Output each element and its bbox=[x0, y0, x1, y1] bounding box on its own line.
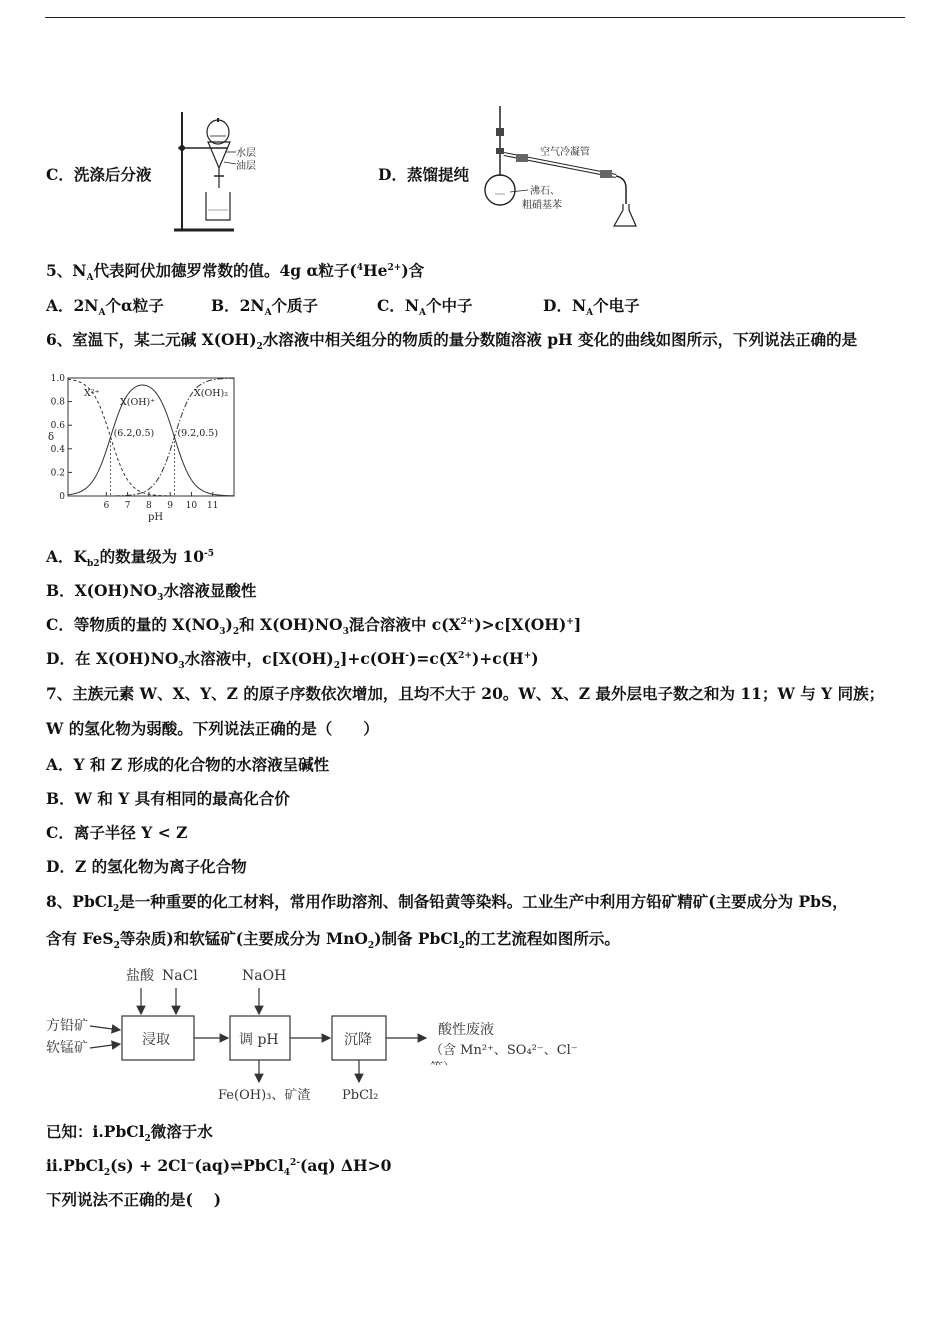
y-tick-label: 0 bbox=[59, 492, 65, 502]
q6-option-a: A．$K_{b2}$的数量级为 $10^{-5}$ bbox=[46, 547, 215, 570]
q7-option-a: A．Y 和 Z 形成的化合物的水溶液呈碱性 bbox=[46, 755, 330, 774]
q4-option-c: C．洗涤后分液 bbox=[46, 165, 152, 184]
y-axis-label: δ bbox=[48, 432, 55, 443]
speciation-chart bbox=[44, 368, 244, 526]
q6-option-c: C．等物质的量的 $X(NO_3)_2$和 $X(OH)NO_3$混合溶液中 $c(X^{2+})>c[X(OH)^+]$ bbox=[46, 615, 582, 638]
q8-stem-line1: 8、PbCl$_2$是一种重要的化工材料，常用作助溶剂、制备铅黄等染料。工业生产中利用方铅矿精矿(主要成分为 PbS， bbox=[46, 892, 848, 915]
q5-option-b: B．$2N_A$个质子 bbox=[211, 296, 319, 319]
output-acid-waste-cut: 等） bbox=[430, 1061, 457, 1076]
x-axis-label: pH bbox=[148, 512, 164, 523]
reagent-hcl: 盐酸 bbox=[126, 968, 154, 984]
output-residue: Fe(OH)₃、矿渣 bbox=[218, 1088, 311, 1103]
reagent-nacl: NaCl bbox=[162, 968, 198, 984]
q8-known-ii: ii.PbCl$_2$(s) + 2Cl⁻(aq)⇌PbCl$_4^{2-}$(aq) ΔH>0 bbox=[46, 1156, 392, 1179]
q5-option-c: C．$N_A$个中子 bbox=[377, 296, 473, 319]
q8-stem-line2: 含有 FeS$_2$等杂质)和软锰矿(主要成分为 MnO$_2$)制备 PbCl$_2$的工艺流程如图所示。 bbox=[46, 929, 620, 952]
header-rule bbox=[45, 17, 905, 18]
q7-option-c: C．离子半径 Y < Z bbox=[46, 823, 188, 842]
output-acid-waste: 酸性废液 bbox=[438, 1022, 494, 1038]
q4-option-d: D．蒸馏提纯 bbox=[378, 165, 469, 184]
q7-stem-line1: 7、主族元素 W、X、Y、Z 的原子序数依次增加，且均不大于 20。W、X、Z 最外层电子数之和为 11；W 与 Y 同族； bbox=[46, 684, 885, 703]
boiling-chips-label: 沸石、 bbox=[530, 186, 560, 197]
output-pbcl2: PbCl₂ bbox=[342, 1088, 379, 1103]
q8-question: 下列说法不正确的是( ) bbox=[46, 1190, 222, 1209]
output-acid-waste-detail: （含 Mn²⁺、SO₄²⁻、Cl⁻ bbox=[430, 1043, 578, 1058]
y-tick-label: 0.8 bbox=[50, 397, 65, 408]
y-tick-label: 0.6 bbox=[50, 421, 65, 432]
water-layer-label: 水层 bbox=[236, 148, 256, 159]
x-tick-label: 8 bbox=[146, 501, 152, 511]
q6-option-d: D．在 $X(OH)NO_3$水溶液中，$c[X(OH)_2]+c(OH^-)=c(X^{2+})+c(H^+)$ bbox=[46, 649, 539, 672]
separatory-funnel-figure bbox=[168, 108, 268, 236]
q7-option-d: D．Z 的氢化物为离子化合物 bbox=[46, 857, 247, 876]
x-tick-label: 7 bbox=[124, 501, 131, 511]
y-tick-label: 1.0 bbox=[50, 374, 65, 384]
q5-stem: 5、$N_A$代表阿伏加德罗常数的值。4g α粒子$(^4He^{2+})$含 bbox=[46, 261, 425, 284]
series-label-xoh2: X(OH)₂ bbox=[194, 388, 229, 399]
q6-stem: 6、室温下，某二元碱 $X(OH)_2$水溶液中相关组分的物质的量分数随溶液 pH 变化的曲线如图所示，下列说法正确的是 bbox=[46, 330, 858, 353]
box-settling-label: 沉降 bbox=[344, 1032, 372, 1048]
box-leaching-label: 浸取 bbox=[142, 1032, 170, 1048]
process-flow-diagram bbox=[40, 958, 600, 1108]
box-adjust-ph-label: 调 pH bbox=[239, 1032, 279, 1048]
q7-option-b: B．W 和 Y 具有相同的最高化合价 bbox=[46, 789, 290, 808]
reagent-naoh: NaOH bbox=[242, 968, 287, 984]
x-tick-label: 11 bbox=[206, 501, 219, 511]
x-tick-label: 6 bbox=[103, 501, 110, 511]
q5-option-d: D．$N_A$个电子 bbox=[543, 296, 640, 319]
input-galena: 方铅矿 bbox=[46, 1018, 88, 1034]
q7-stem-line2: W 的氢化物为弱酸。下列说法正确的是（ ） bbox=[46, 719, 379, 738]
annotation-point-1: (6.2,0.5) bbox=[113, 428, 155, 439]
annotation-point-2: (9.2,0.5) bbox=[177, 428, 219, 439]
input-pyrolusite: 软锰矿 bbox=[46, 1040, 88, 1056]
condenser-label: 空气冷凝管 bbox=[540, 147, 590, 158]
series-label-x2plus: X²⁺ bbox=[84, 388, 100, 399]
crude-label: 粗硝基苯 bbox=[522, 200, 562, 211]
q6-option-b: B．$X(OH)NO_3$水溶液显酸性 bbox=[46, 581, 257, 604]
oil-layer-label: 油层 bbox=[236, 161, 256, 172]
x-tick-label: 9 bbox=[167, 501, 174, 511]
q8-known-i: 已知：i.PbCl$_2$微溶于水 bbox=[46, 1122, 213, 1145]
x-tick-label: 10 bbox=[185, 501, 198, 511]
y-tick-label: 0.4 bbox=[50, 444, 65, 455]
q5-option-a: A．$2N_A$个α粒子 bbox=[46, 296, 164, 319]
distillation-figure bbox=[480, 104, 650, 236]
series-label-xoh-plus: X(OH)⁺ bbox=[120, 397, 156, 408]
y-tick-label: 0.2 bbox=[50, 468, 65, 479]
